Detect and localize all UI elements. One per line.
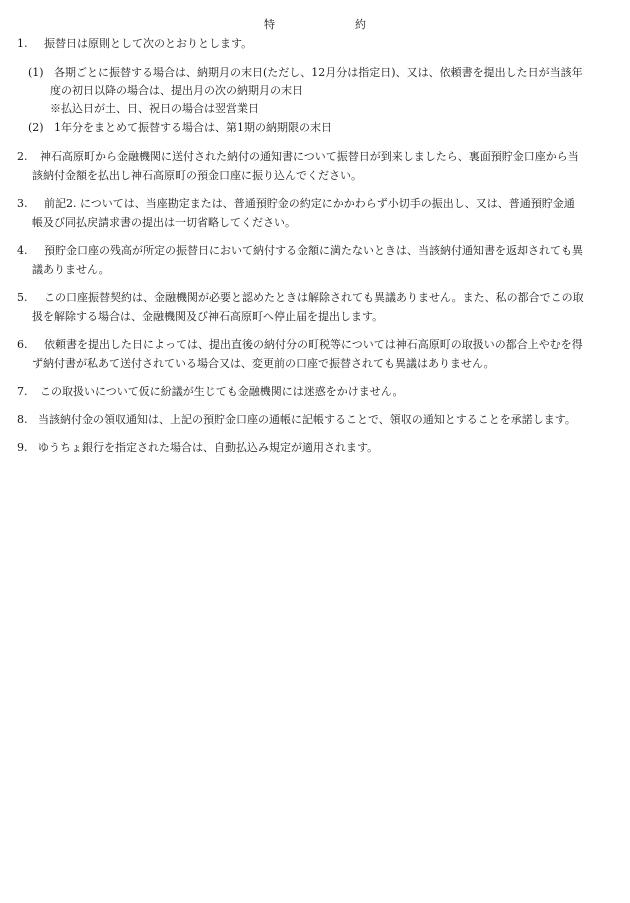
- item-5-line-2: 扱を解除する場合は、金融機関及び神石高原町へ停止届を提出します。: [32, 310, 384, 323]
- item-6-number: 6.: [17, 338, 28, 351]
- item-6-line-1: 依頼書を提出した日によっては、提出直後の納付分の町税等については神石高原町の取扱いの都合上やむを得: [44, 338, 583, 351]
- item-2-line-1: 神石高原町から金融機関に送付された納付の通知書について振替日が到来しましたら、裏面預貯金口座から当: [40, 150, 579, 163]
- sub-item-1-line-2: 度の初日以降の場合は、提出月の次の納期月の末日: [50, 84, 303, 97]
- item-2-number: 2.: [17, 150, 28, 163]
- sub-item-2-line-1: 1年分をまとめて振替する場合は、第1期の納期限の末日: [54, 121, 332, 134]
- title-char-2: 約: [355, 18, 366, 31]
- item-1-line-1: 振替日は原則として次のとおりとします。: [44, 37, 253, 50]
- item-3-line-2: 帳及び同払戻請求書の提出は一切省略してください。: [32, 216, 296, 229]
- document-title: [0, 16, 630, 32]
- sub-item-2-number: (2): [28, 121, 44, 134]
- item-8-number: 8.: [17, 413, 28, 426]
- item-5-number: 5.: [17, 291, 28, 304]
- item-9-number: 9.: [17, 441, 28, 454]
- title-char-1: 特: [264, 18, 275, 31]
- item-6-line-2: ず納付書が私あて送付されている場合又は、変更前の口座で振替されても異議はありません。: [32, 357, 495, 370]
- item-4-line-1: 預貯金口座の残高が所定の振替日において納付する金額に満たないときは、当該納付通知書を返却されても異: [44, 244, 583, 257]
- sub-item-1-number: (1): [28, 66, 44, 79]
- item-3-line-1: 前記2. については、当座勘定または、普通預貯金の約定にかかわらず小切手の振出し、又は、普通預貯金通: [44, 197, 575, 210]
- sub-item-1-line-1: 各期ごとに振替する場合は、納期月の末日(ただし、12月分は指定日)、又は、依頼書を提出した日が当該年: [54, 66, 583, 79]
- item-1-number: 1.: [17, 37, 28, 50]
- item-7-number: 7.: [17, 385, 28, 398]
- item-4-number: 4.: [17, 244, 28, 257]
- item-7-line-1: この取扱いについて仮に紛議が生じても金融機関には迷惑をかけません。: [40, 385, 404, 398]
- item-2-line-2: 該納付金額を払出し神石高原町の預金口座に振り込んでください。: [32, 169, 362, 182]
- item-8-line-1: 当該納付金の領収通知は、上記の預貯金口座の通帳に記帳することで、領収の通知とすることを承諾します。: [38, 413, 576, 426]
- sub-item-1-line-3: ※払込日が土、日、祝日の場合は翌営業日: [50, 102, 259, 115]
- item-5-line-1: この口座振替契約は、金融機関が必要と認めたときは解除されても異議ありません。また、私の都合でこの取: [44, 291, 584, 304]
- item-9-line-1: ゆうちょ銀行を指定された場合は、自動払込み規定が適用されます。: [38, 441, 379, 454]
- item-4-line-2: 議ありません。: [32, 263, 110, 276]
- item-3-number: 3.: [17, 197, 28, 210]
